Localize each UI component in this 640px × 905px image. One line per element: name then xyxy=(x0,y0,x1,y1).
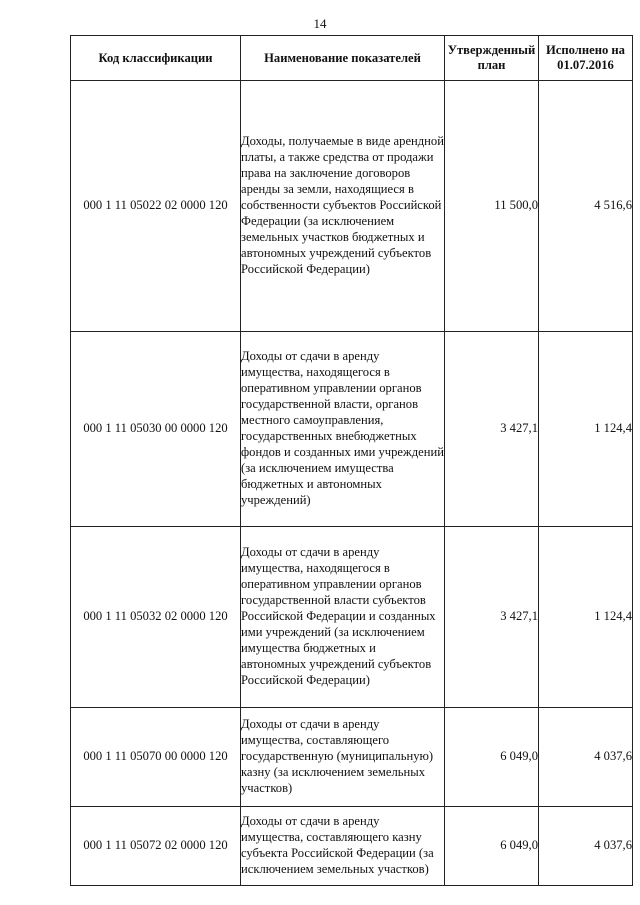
table-row xyxy=(71,81,633,332)
cell-executed: 4 037,6 xyxy=(539,807,633,886)
cell-name: Доходы, получаемые в виде арендной платы, а также средства от продажи права на заключение договоров аренды за земли, находящиеся в собственности субъектов Российской Федерации (за исключением земельных участков бюджетных и автономных учреждений субъектов Российской Федерации) xyxy=(241,81,445,332)
table-row xyxy=(71,332,633,527)
cell-code: 000 1 11 05032 02 0000 120 xyxy=(71,527,241,708)
header-executed: Исполнено на 01.07.2016 xyxy=(539,36,633,81)
cell-plan: 3 427,1 xyxy=(445,527,539,708)
cell-plan: 6 049,0 xyxy=(445,807,539,886)
page-number: 14 xyxy=(313,16,327,31)
revenue-table xyxy=(70,35,633,886)
cell-name: Доходы от сдачи в аренду имущества, составляющего государственную (муниципальную) казну (за исключением земельных участков) xyxy=(241,708,445,807)
cell-executed: 4 037,6 xyxy=(539,708,633,807)
cell-plan: 6 049,0 xyxy=(445,708,539,807)
cell-name: Доходы от сдачи в аренду имущества, находящегося в оперативном управлении органов государственной власти, органов местного самоуправления, государственных внебюджетных фондов и созданных ими учреждений (за исключением имущества бюджетных и автономных учреждений) xyxy=(241,332,445,527)
cell-name: Доходы от сдачи в аренду имущества, составляющего казну субъекта Российской Федерации (за исключением земельных участков) xyxy=(241,807,445,886)
table-row xyxy=(71,807,633,886)
cell-executed: 4 516,6 xyxy=(539,81,633,332)
table-row xyxy=(71,708,633,807)
header-plan: Утвержденный план xyxy=(445,36,539,81)
cell-plan: 3 427,1 xyxy=(445,332,539,527)
cell-executed: 1 124,4 xyxy=(539,527,633,708)
cell-code: 000 1 11 05072 02 0000 120 xyxy=(71,807,241,886)
header-code: Код классификации xyxy=(71,36,241,81)
cell-code: 000 1 11 05030 00 0000 120 xyxy=(71,332,241,527)
cell-code: 000 1 11 05022 02 0000 120 xyxy=(71,81,241,332)
table-header-row xyxy=(71,36,633,81)
cell-plan: 11 500,0 xyxy=(445,81,539,332)
header-name: Наименование показателей xyxy=(241,36,445,81)
cell-code: 000 1 11 05070 00 0000 120 xyxy=(71,708,241,807)
table-row xyxy=(71,527,633,708)
cell-executed: 1 124,4 xyxy=(539,332,633,527)
cell-name: Доходы от сдачи в аренду имущества, находящегося в оперативном управлении органов государственной власти субъектов Российской Федерации и созданных ими учреждений (за исключением имущества бюджетных и автономных учреждений субъектов Российской Федерации) xyxy=(241,527,445,708)
